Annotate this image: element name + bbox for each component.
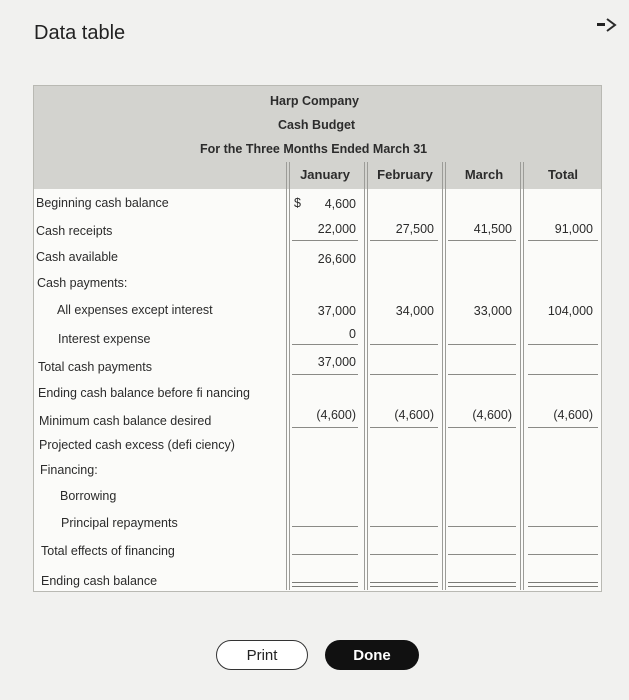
cash-budget-table (33, 85, 602, 592)
underline (370, 427, 438, 428)
underline (370, 554, 438, 555)
column-header-february: February (377, 167, 433, 182)
underline (448, 344, 516, 345)
underline (292, 240, 358, 241)
column-divider (520, 162, 521, 590)
row-label-total-cash-payments: Total cash payments (38, 360, 152, 374)
underline (448, 526, 516, 527)
underline (448, 427, 516, 428)
statement-period: For the Three Months Ended March 31 (200, 142, 428, 156)
row-label-all-expenses: All expenses except interest (57, 303, 213, 317)
row-label-principal-repayments: Principal repayments (61, 516, 178, 530)
cell-receipts-total: 91,000 (554, 222, 593, 236)
row-label-projected-excess: Projected cash excess (defi ciency) (39, 438, 235, 452)
underline (448, 374, 516, 375)
column-header-march: March (464, 167, 504, 182)
row-label-interest-expense: Interest expense (58, 332, 151, 346)
row-label-beginning-cash: Beginning cash balance (36, 196, 169, 210)
cell-expenses-jan: 37,000 (317, 304, 356, 318)
double-underline (448, 582, 516, 587)
underline (528, 554, 598, 555)
underline (292, 554, 358, 555)
cell-available-jan: 26,600 (317, 252, 356, 266)
row-label-cash-payments: Cash payments: (37, 276, 128, 290)
column-header-total: Total (547, 167, 579, 182)
underline (528, 526, 598, 527)
statement-title: Cash Budget (278, 118, 356, 132)
cell-expenses-total: 104,000 (547, 304, 593, 318)
underline (448, 554, 516, 555)
cell-total-payments-jan: 37,000 (317, 355, 356, 369)
cell-minimum-total: (4,600) (553, 408, 593, 422)
row-label-total-effects-financing: Total effects of financing (41, 544, 175, 558)
column-divider (367, 162, 368, 590)
underline (292, 374, 358, 375)
row-label-financing: Financing: (40, 463, 98, 477)
print-button[interactable]: Print (216, 640, 308, 670)
close-icon[interactable] (601, 14, 623, 36)
row-label-minimum-cash: Minimum cash balance desired (39, 414, 212, 428)
column-divider (289, 162, 290, 590)
column-header-january: January (300, 167, 350, 182)
double-underline (528, 582, 598, 587)
cell-receipts-mar: 41,500 (473, 222, 512, 236)
row-label-ending-cash-balance: Ending cash balance (41, 574, 158, 588)
cell-minimum-feb: (4,600) (394, 408, 434, 422)
underline (292, 427, 358, 428)
column-divider (364, 162, 365, 590)
underline (528, 427, 598, 428)
row-label-ending-before-financing: Ending cash balance before fi nancing (38, 386, 250, 400)
column-divider (286, 162, 287, 590)
cell-beginning-jan: 4,600 (324, 197, 356, 211)
underline (292, 526, 358, 527)
underline (370, 374, 438, 375)
cell-receipts-jan: 22,000 (317, 222, 356, 236)
cell-expenses-feb: 34,000 (395, 304, 434, 318)
cell-receipts-feb: 27,500 (395, 222, 434, 236)
underline (528, 374, 598, 375)
cell-interest-jan: 0 (349, 327, 356, 341)
dialog-title: Data table (34, 22, 126, 44)
underline (528, 240, 598, 241)
column-divider (442, 162, 443, 590)
done-button[interactable]: Done (325, 640, 419, 670)
cell-minimum-jan: (4,600) (316, 408, 356, 422)
underline (292, 344, 358, 345)
row-label-cash-receipts: Cash receipts (36, 224, 113, 238)
cell-minimum-mar: (4,600) (472, 408, 512, 422)
row-label-borrowing: Borrowing (60, 489, 117, 503)
cell-expenses-mar: 33,000 (473, 304, 512, 318)
double-underline (292, 582, 358, 587)
row-label-cash-available: Cash available (36, 250, 118, 264)
company-name: Harp Company (270, 94, 359, 108)
underline (370, 344, 438, 345)
underline (448, 240, 516, 241)
column-divider (523, 162, 524, 590)
underline (370, 240, 438, 241)
column-divider (445, 162, 446, 590)
underline (528, 344, 598, 345)
underline (370, 526, 438, 527)
double-underline (370, 582, 438, 587)
currency-symbol: $ (294, 196, 301, 210)
